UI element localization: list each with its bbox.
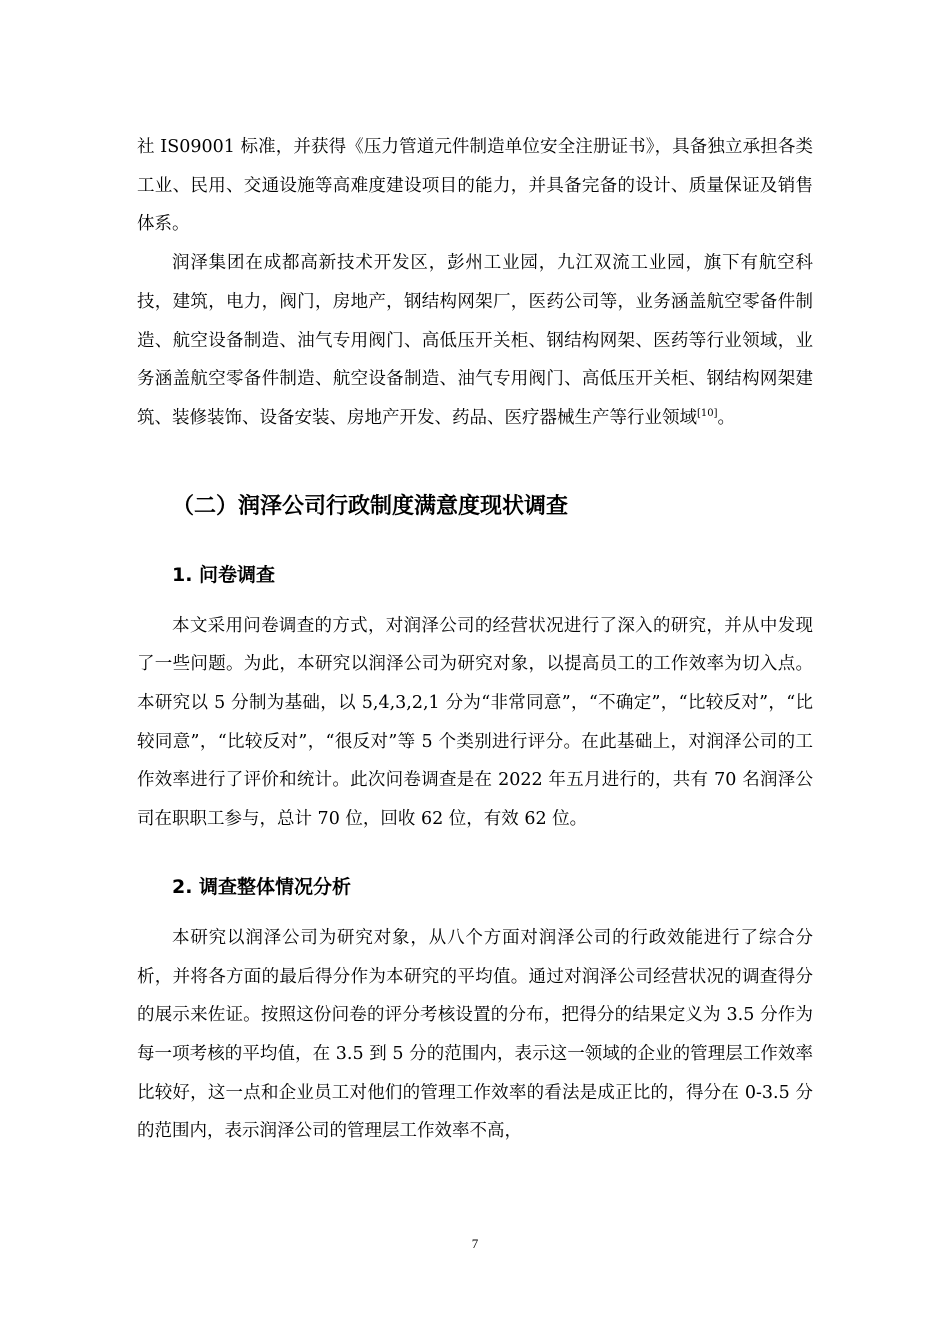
paragraph-text: 社 IS09001 标准，并获得《压力管道元件制造单位安全注册证书》，具备独立承担各类工业、民用、交通设施等高难度建设项目的能力，并具备完备的设计、质量保证及销售体系。 [137,137,813,235]
citation-ref[interactable]: [10] [697,407,718,419]
page-content [137,128,813,1151]
page-number: 7 [471,1236,479,1251]
subsection-heading-questionnaire: 1. 问卷调查 [172,563,276,586]
paragraph-questionnaire: 本文采用问卷调查的方式，对润泽公司的经营状况进行了深入的研究，并从中发现了一些问题。为此，本研究以润泽公司为研究对象，以提高员工的工作效率为切入点。本研究以 5 分制为基础，以 5,4,3,2,1 分为“非常同意”，“不确定”，“比较反对”，“比较同意”，“比较反对”，“很反对”等 5 个类别进行评分。在此基础上，对润泽公司的工作效率进行了评价和统计。此次问卷调查是在 2022 年五月进行的，共有 70 名润泽公司在职职工参与，总计 70 位，回收 62 位，有效 62 位。 [137,615,813,830]
paragraph-text: 润泽集团在成都高新技术开发区，彭州工业园，九江双流工业园，旗下有航空科技，建筑，电力，阀门，房地产，钢结构网架厂，医药公司等，业务涵盖航空零备件制造、航空设备制造、油气专用阀门、高低压开关柜、钢结构网架、医药等行业领域，业务涵盖航空零备件制造、航空设备制造、油气专用阀门、高低压开关柜、钢结构网架建筑、装修装饰、设备安装、房地产开发、药品、医疗器械生产等行业领域 [137,253,813,428]
paragraph-certification [137,128,813,244]
paragraph-tail: 。 [717,407,736,428]
subsection-heading-analysis: 2. 调查整体情况分析 [172,875,352,898]
paragraph-analysis: 本研究以润泽公司为研究对象，从八个方面对润泽公司的行政效能进行了综合分析，并将各方面的最后得分作为本研究的平均值。通过对润泽公司经营状况的调查得分的展示来佐证。按照这份问卷的评分考核设置的分布，把得分的结果定义为 3.5 分作为每一项考核的平均值，在 3.5 到 5 分的范围内，表示这一领域的企业的管理层工作效率比较好，这一点和企业员工对他们的管理工作效率的看法是成正比的，得分在 0-3.5 分的范围内，表示润泽公司的管理层工作效率不高， [137,927,813,1142]
section-heading: （二）润泽公司行政制度满意度现状调查 [172,493,569,519]
paragraph-group-overview [137,244,813,438]
